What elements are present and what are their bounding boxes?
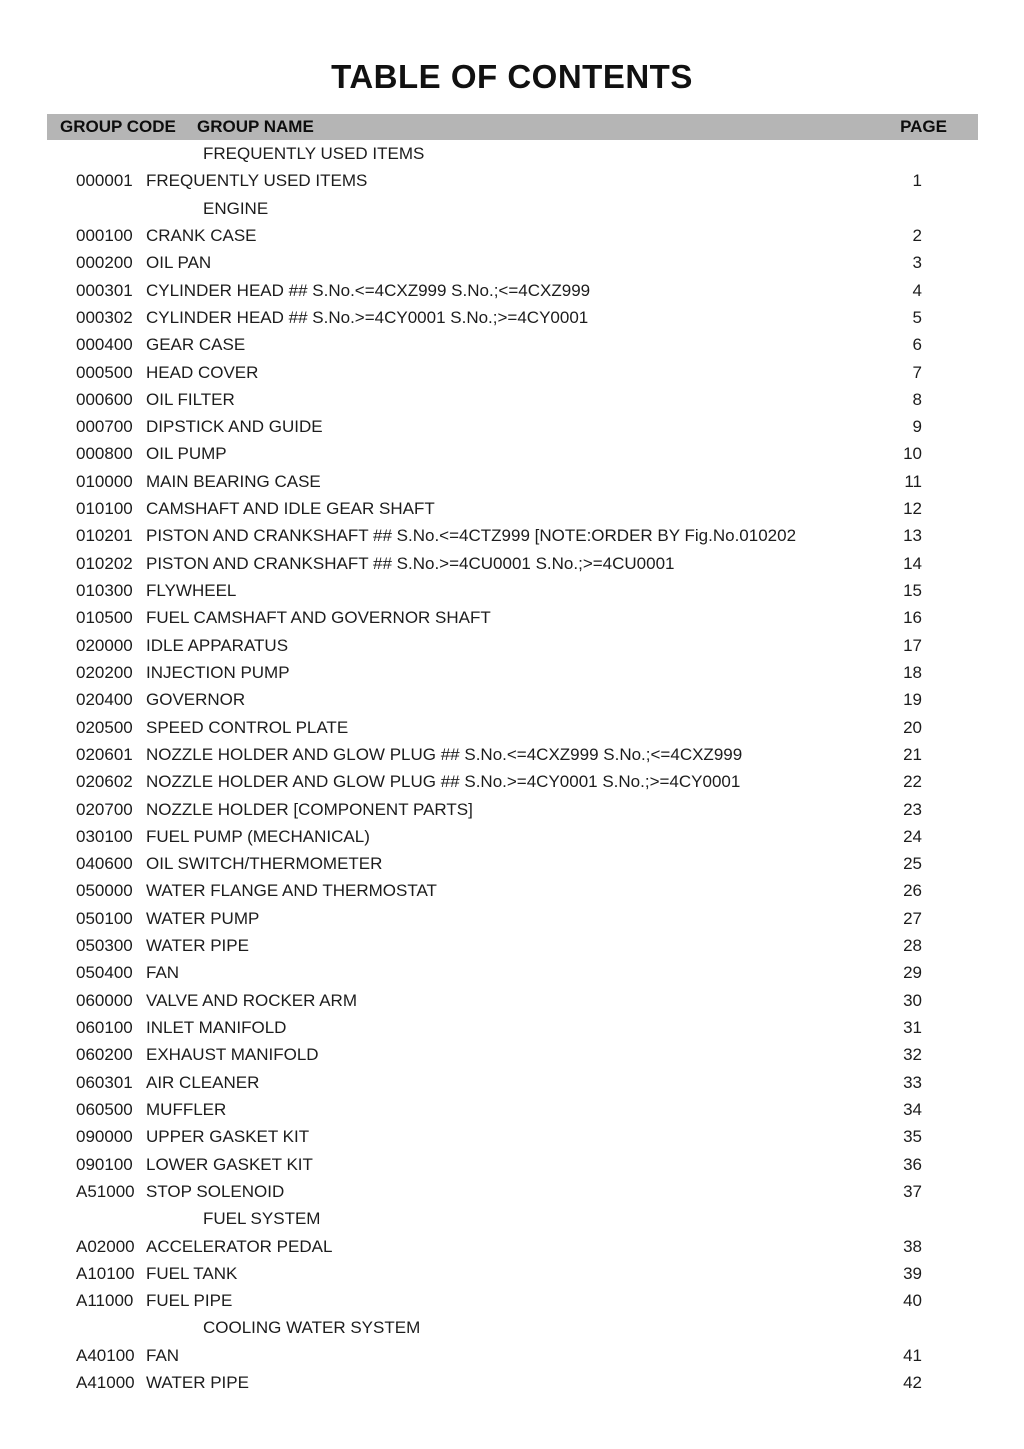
group-name: WATER PIPE [146,936,249,956]
toc-entry-row [0,413,1024,440]
toc-entry-row [0,277,1024,304]
group-name: LOWER GASKET KIT [146,1154,313,1174]
group-code: 020000 [76,635,133,655]
toc-section-row [0,1314,1024,1341]
group-name: WATER FLANGE AND THERMOSTAT [146,881,437,901]
group-code: 060100 [76,1018,133,1037]
page-number: 18 [903,662,922,682]
toc-entry-row [0,167,1024,194]
group-code: A40100 [76,1345,135,1365]
toc-entry-row [0,550,1024,577]
group-code: A02000 [76,1236,135,1256]
group-code: 050100 [76,908,133,928]
page-number: 26 [903,881,922,901]
group-name: FLYWHEEL [146,581,237,600]
toc-entry-row [0,386,1024,413]
toc-entry-row [0,686,1024,713]
group-name: GEAR CASE [146,335,246,355]
page-number: 9 [912,417,922,437]
group-code: 050300 [76,936,133,956]
page-number: 6 [912,335,922,355]
group-code: 040600 [76,854,133,874]
page-number: 17 [903,635,922,655]
page-number: 4 [912,280,922,300]
page-number: 28 [903,936,922,956]
group-code: 020400 [76,690,133,710]
group-name: NOZZLE HOLDER [COMPONENT PARTS] [146,799,473,819]
toc-entry-row [0,1287,1024,1314]
toc-entry-row [0,1260,1024,1287]
page-number: 13 [903,526,922,546]
column-header-group-name: GROUP NAME [197,117,314,136]
group-name: OIL FILTER [146,389,235,409]
toc-entry-row [0,1151,1024,1178]
page-title: TABLE OF CONTENTS [331,58,693,95]
group-code: 010100 [76,499,133,519]
group-code: 010201 [76,526,133,546]
group-code: 000600 [76,389,133,409]
toc-entry-row [0,1123,1024,1150]
page-number: 33 [903,1072,922,1092]
group-name: GOVERNOR [146,690,246,710]
page-number: 15 [903,581,922,600]
toc-section-row [0,140,1024,167]
group-code: 000302 [76,307,133,327]
group-name: MAIN BEARING CASE [146,471,321,491]
page-number: 10 [903,444,922,464]
page-number: 3 [912,253,922,273]
toc-entry-row [0,1342,1024,1369]
column-header-group-code: GROUP CODE [60,117,176,136]
group-name: STOP SOLENOID [146,1181,285,1201]
group-name: EXHAUST MANIFOLD [146,1045,319,1065]
toc-entry-row [0,850,1024,877]
group-code: 010202 [76,553,133,573]
group-code: 010000 [76,471,133,491]
group-name: VALVE AND ROCKER ARM [146,990,357,1010]
group-name: FUEL PUMP (MECHANICAL) [146,826,370,846]
toc-section-row [0,195,1024,222]
toc-entry-row [0,796,1024,823]
toc-entry-row [0,959,1024,986]
group-name: FREQUENTLY USED ITEMS [146,171,368,191]
group-code: 050400 [76,963,133,983]
page-number: 35 [903,1127,922,1147]
group-name: NOZZLE HOLDER AND GLOW PLUG ## S.No.>=4CY0001 S.No.;>=4CY0001 [146,772,741,792]
group-code: 000100 [76,225,133,245]
page-number: 16 [903,608,922,628]
group-name: INJECTION PUMP [146,662,290,682]
group-code: 020700 [76,799,133,819]
page-number: 7 [912,362,922,382]
page-number: 22 [903,772,922,792]
page-number: 32 [903,1045,922,1065]
toc-entry-row [0,768,1024,795]
group-name: CRANK CASE [146,225,257,245]
group-name: SPEED CONTROL PLATE [146,717,349,737]
section-heading: FUEL SYSTEM [203,1209,321,1229]
toc-entry-row [0,1233,1024,1260]
page-number: 36 [903,1154,922,1174]
page-number: 1 [912,171,922,191]
toc-entry-row [0,1096,1024,1123]
group-name: DIPSTICK AND GUIDE [146,417,323,437]
group-name: HEAD COVER [146,362,259,382]
group-name: FAN [146,963,180,983]
toc-entry-row [0,495,1024,522]
toc-entry-row [0,304,1024,331]
group-code: 000200 [76,253,133,273]
toc-entry-row [0,1014,1024,1041]
toc-entry-row [0,632,1024,659]
group-name: CYLINDER HEAD ## S.No.<=4CXZ999 S.No.;<=4CXZ999 [146,280,591,300]
group-code: A41000 [76,1373,135,1393]
group-code: 000500 [76,362,133,382]
group-name: WATER PIPE [146,1373,249,1393]
toc-entry-row [0,714,1024,741]
group-name: PISTON AND CRANKSHAFT ## S.No.>=4CU0001 S.No.;>=4CU0001 [146,553,675,573]
group-name: WATER PUMP [146,908,260,928]
group-name: OIL SWITCH/THERMOMETER [146,854,383,874]
toc-entry-row [0,905,1024,932]
group-code: 030100 [76,826,133,846]
page-number: 34 [903,1099,922,1119]
group-code: 060301 [76,1072,133,1092]
toc-rows [0,140,1024,1396]
group-code: 020200 [76,662,133,682]
column-header-page: PAGE [900,117,947,136]
group-code: 060500 [76,1099,133,1119]
toc-section-row [0,1205,1024,1232]
group-name: OIL PUMP [146,444,227,464]
toc-entry-row [0,577,1024,604]
page-number: 29 [903,963,922,983]
toc-entry-row [0,1369,1024,1396]
section-heading: FREQUENTLY USED ITEMS [203,144,425,163]
page-number: 8 [912,389,922,409]
group-code: 060200 [76,1045,133,1065]
page-number: 24 [903,826,922,846]
page-number: 2 [912,225,922,245]
toc-entry-row [0,331,1024,358]
group-code: 010500 [76,608,133,628]
group-name: CAMSHAFT AND IDLE GEAR SHAFT [146,499,435,519]
group-code: 090100 [76,1154,133,1174]
page-number: 5 [912,307,922,327]
group-name: OIL PAN [146,253,212,273]
group-name: ACCELERATOR PEDAL [146,1236,333,1256]
page-number: 11 [904,471,922,491]
group-code: 000800 [76,444,133,464]
toc-entry-row [0,522,1024,549]
group-name: MUFFLER [146,1099,227,1119]
toc-entry-row [0,1069,1024,1096]
toc-entry-row [0,987,1024,1014]
group-name: FUEL CAMSHAFT AND GOVERNOR SHAFT [146,608,491,628]
group-name: NOZZLE HOLDER AND GLOW PLUG ## S.No.<=4CXZ999 S.No.;<=4CXZ999 [146,744,743,764]
toc-entry-row [0,249,1024,276]
toc-entry-row [0,659,1024,686]
toc-entry-row [0,604,1024,631]
section-heading: COOLING WATER SYSTEM [203,1318,421,1338]
toc-entry-row [0,877,1024,904]
group-code: A51000 [76,1181,135,1201]
group-code: A10100 [76,1263,135,1283]
page-number: 23 [903,799,922,819]
toc-entry-row [0,468,1024,495]
group-code: A11000 [76,1291,134,1311]
page-number: 30 [903,990,922,1010]
group-name: FUEL TANK [146,1263,238,1283]
toc-entry-row [0,359,1024,386]
group-name: CYLINDER HEAD ## S.No.>=4CY0001 S.No.;>=4CY0001 [146,307,589,327]
group-code: 000001 [76,171,133,191]
table-header-bar [47,114,978,140]
group-code: 020601 [76,744,133,764]
group-code: 020500 [76,717,133,737]
toc-entry-row [0,440,1024,467]
group-code: 090000 [76,1127,133,1147]
group-code: 050000 [76,881,133,901]
toc-entry-row [0,932,1024,959]
page-number: 19 [903,690,922,710]
group-name: INLET MANIFOLD [146,1018,287,1037]
group-name: UPPER GASKET KIT [146,1127,310,1147]
page-number: 42 [903,1373,922,1393]
group-code: 000301 [76,280,133,300]
group-name: IDLE APPARATUS [146,635,289,655]
page-number: 14 [903,553,922,573]
toc-entry-row [0,222,1024,249]
toc-entry-row [0,823,1024,850]
group-name: AIR CLEANER [146,1072,260,1092]
page-number: 27 [903,908,922,928]
page-number: 21 [903,744,922,764]
page-number: 37 [903,1181,922,1201]
page-number: 12 [903,499,922,519]
page-number: 38 [903,1236,922,1256]
group-code: 020602 [76,772,133,792]
page-number: 39 [903,1263,922,1283]
page-number: 40 [903,1291,922,1311]
group-name: PISTON AND CRANKSHAFT ## S.No.<=4CTZ999 [NOTE:ORDER BY Fig.No.010202 [146,526,797,546]
page-number: 41 [903,1345,922,1365]
group-name: FAN [146,1345,180,1365]
group-name: FUEL PIPE [146,1291,233,1311]
toc-entry-row [0,741,1024,768]
page-number: 31 [903,1018,922,1037]
page-number: 25 [903,854,922,874]
group-code: 010300 [76,581,133,600]
page-number: 20 [903,717,922,737]
toc-entry-row [0,1178,1024,1205]
group-code: 000400 [76,335,133,355]
group-code: 000700 [76,417,133,437]
toc-entry-row [0,1041,1024,1068]
group-code: 060000 [76,990,133,1010]
section-heading: ENGINE [203,198,269,218]
